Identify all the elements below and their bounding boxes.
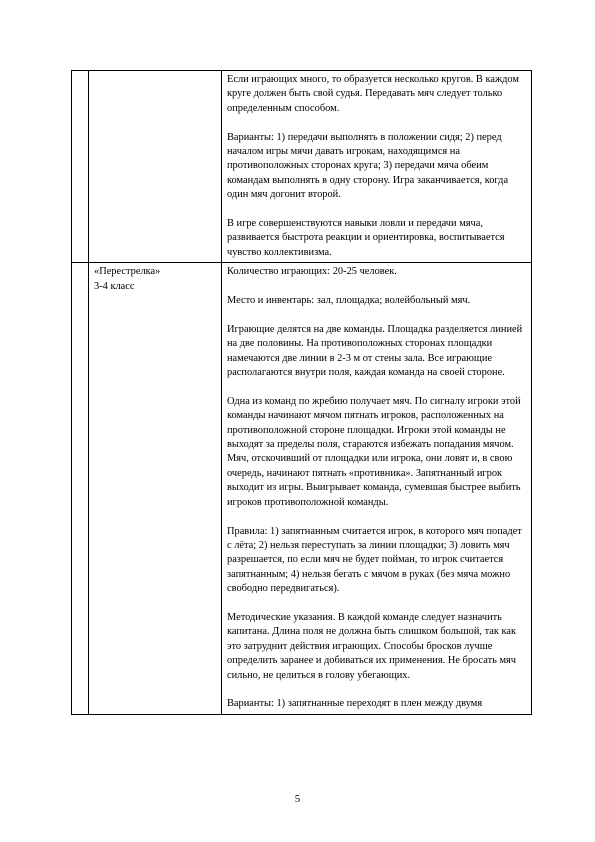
description-cell xyxy=(222,263,532,715)
games-table xyxy=(71,70,532,715)
gameplay-paragraph: Одна из команд по жребию получает мяч. По сигналу игроки этой команды начинают мячом пятнать игроков, расположенных на противоположной стороне площадки. Игроки этой команды не выходят за пределы поля, стараются избежать попадания мячом. Мяч, отскочивший от площадки или игрока, они ловят и, в свою очередь, начинают пятнать «противника». Запятнанный игрок выходит из игры. Выигрывает команда, сумевшая быстрее выбить игроков противоположной команды. xyxy=(227,395,521,508)
guidelines-paragraph: Методические указания. В каждой команде следует назначить капитана. Длина поля не должна быть слишком большой, так как это затруднит действия играющих. Способы бросков лучше определить заранее и добиваться их применения. Не бросать мяч сильно, не целиться в голову убегающих. xyxy=(227,611,517,681)
game-name-cell xyxy=(89,263,222,715)
variants-paragraph: Варианты: 1) запятнанные переходят в плен между двумя xyxy=(227,698,483,710)
skills-paragraph: В игре совершенствуются навыки ловли и передачи мяча, развивается быстрота реакции и ориентировка, воспитывается чувство коллективизма. xyxy=(227,218,505,258)
page-number: 5 xyxy=(294,793,301,805)
table-row xyxy=(72,263,532,715)
description-paragraph: Если играющих много, то образуется несколько кругов. В каждом круге должен быть свой судья. Передавать мяч следует только определенным способом. xyxy=(227,74,520,114)
description-cell xyxy=(222,71,532,263)
grade-label: 3-4 класс xyxy=(94,280,135,292)
game-name-cell xyxy=(89,71,222,263)
place-equipment-paragraph: Место и инвентарь: зал, площадка; волейбольный мяч. xyxy=(227,295,471,307)
number-cell xyxy=(72,71,89,263)
table-row xyxy=(72,71,532,263)
variants-paragraph: Варианты: 1) передачи выполнять в положении сидя; 2) перед началом игры мячи давать игрокам, находящимся на противоположных сторонах круга; 3) передачи мяча обеим командам выполнять в одну сторону. Игра заканчивается, когда один мяч догонит второй. xyxy=(227,131,509,201)
rules-paragraph: Правила: 1) запятнанным считается игрок, в которого мяч попадет с лёта; 2) нельзя переступать за линии площадки; 3) ловить мяч разрешается, по если мяч не будет пойман, то игрок считается запятнанным; 4) нельзя бегать с мячом в руках (без мяча можно свободно передвигаться). xyxy=(227,525,522,595)
players-count-paragraph: Количество играющих: 20-25 человек. xyxy=(227,266,397,278)
number-cell xyxy=(72,263,89,715)
game-name: «Перестрелка» xyxy=(94,266,161,278)
setup-paragraph: Играющие делятся на две команды. Площадка разделяется линией на две половины. На противоположных сторонах площадки намечаются две линии в 2-3 м от стены зала. Все играющие располагаются внутри поля, каждая команда на своей стороне. xyxy=(227,323,523,379)
